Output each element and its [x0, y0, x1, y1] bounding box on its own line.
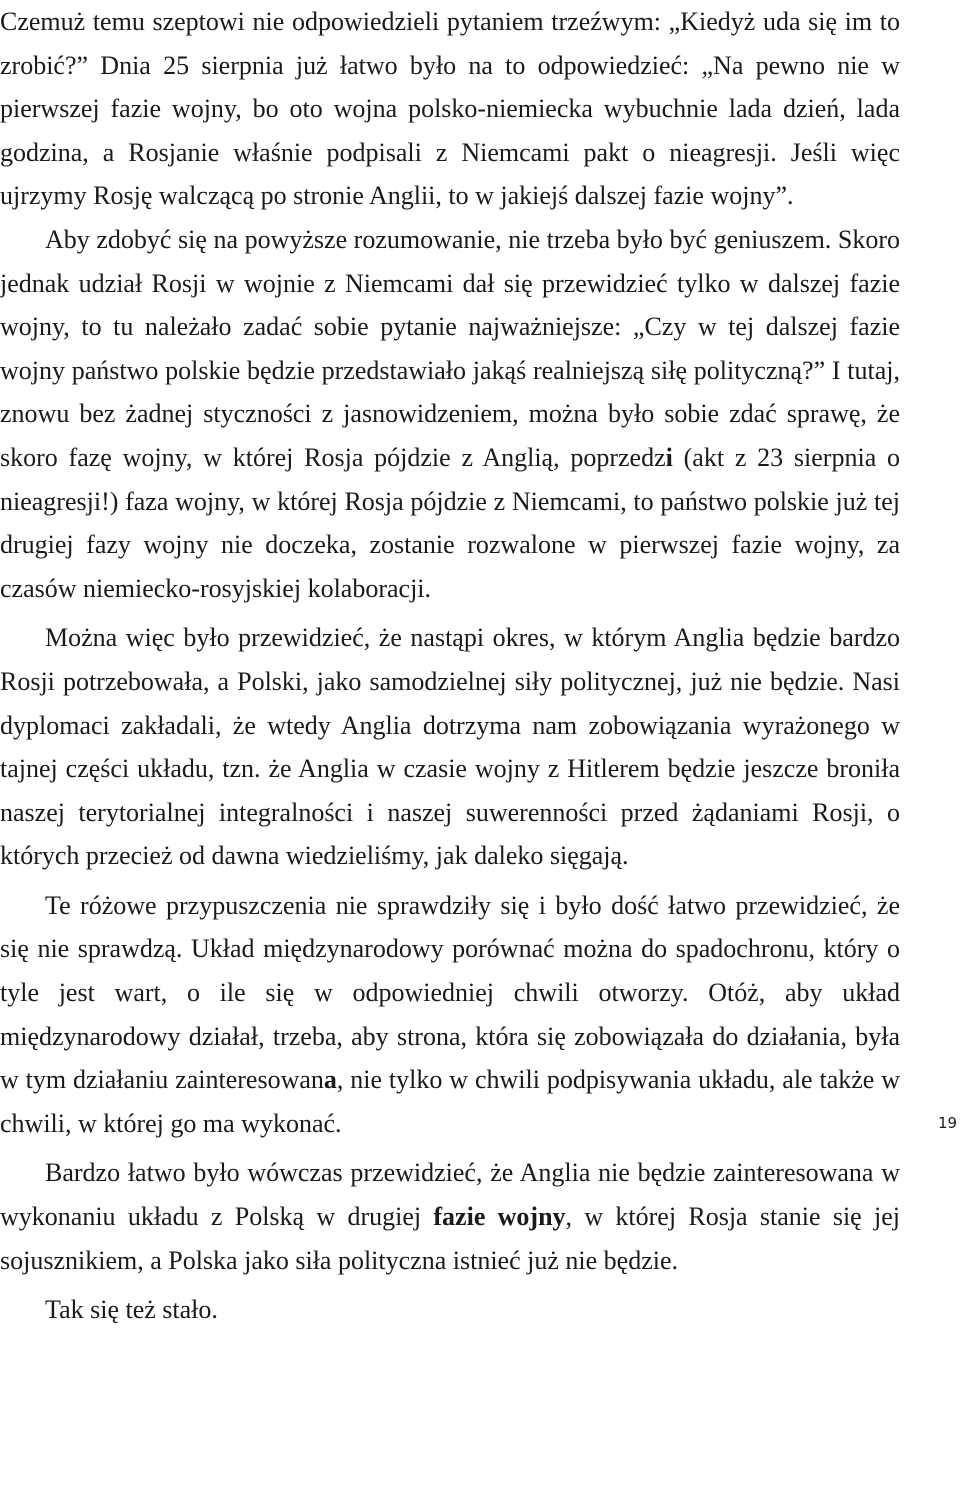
paragraph-5-text-b: , w której Rosja stanie się jej sojusznikiem, a Polska jako siła polityczna istnieć już nie będzie.	[0, 1202, 900, 1275]
paragraph-4-text-b: , nie tylko w chwili podpisywania układu, ale także w chwili, w której go ma wykonać.	[0, 1065, 900, 1138]
paragraph-1-text: Czemuż temu szeptowi nie odpowiedzieli pytaniem trzeźwym: „Kiedyż uda się im to zrobić?” Dnia 25 sierpnia już łatwo było na to odpowiedzieć: „Na pewno nie w pierwszej fazie wojny, bo oto wojna polsko-niemiecka wybuchnie lada dzień, lada godzina, a Rosjanie właśnie podpisali z Niemcami pakt o nieagresji. Jeśli więc ujrzymy Rosję walczącą po stronie Anglii, to w jakiejś dalszej fazie wojny”.	[0, 7, 900, 211]
paragraph-3-text: Można więc było przewidzieć, że nastąpi okres, w którym Anglia będzie bardzo Rosji potrzebowała, a Polski, jako samodzielnej siły politycznej, już nie będzie. Nasi dyplomaci zakładali, że wtedy Anglia dotrzyma nam zobowiązania wyrażonego w tajnej części układu, tzn. że Anglia w czasie wojny z Hitlerem będzie jeszcze broniła naszej terytorialnej integralności i naszej suwerenności przed żądaniami Rosji, o których przecież od dawna wiedzieliśmy, jak daleko sięgają.	[0, 623, 900, 871]
page-number: 19	[938, 1114, 958, 1132]
paragraph-6-text: Tak się też stało.	[45, 1295, 218, 1325]
paragraph-1	[0, 0, 900, 218]
paragraph-3	[0, 616, 900, 878]
paragraph-6	[0, 1288, 900, 1332]
paragraph-2-text-b: (akt z 23 sierpnia o nieagresji!) faza wojny, w której Rosja pójdzie z Niemcami, to państwo polskie już tej drugiej fazy wojny nie doczeka, zostanie rozwalone w pierwszej fazie wojny, za czasów niemiecko-rosyjskiej kolaboracji.	[0, 442, 901, 603]
paragraph-4-text-a: Te różowe przypuszczenia nie sprawdziły się i było dość łatwo przewidzieć, że się nie sprawdzą. Układ międzynarodowy porównać można do spadochronu, który o tyle jest wart, o ile się w odpowiedniej chwili otworzy. Otóż, aby układ międzynarodowy działał, trzeba, aby strona, która się zobowiązała do działania, była w tym działaniu zainteresowan	[0, 890, 900, 1095]
paragraph-4	[0, 884, 900, 1146]
paragraph-5-text-a: Bardzo łatwo było wówczas przewidzieć, że Anglia nie będzie zainteresowana w wykonaniu układu z Polską w drugiej	[0, 1158, 900, 1232]
paragraph-2-text-a: Aby zdobyć się na powyższe rozumowanie, nie trzeba było być geniuszem. Skoro jednak udział Rosji w wojnie z Niemcami dał się przewidzieć tylko w dalszej fazie wojny, to tu należało zadać sobie pytanie najważniejsze: „Czy w tej dalszej fazie wojny państwo polskie będzie przedstawiało jakąś realniejszą siłę polityczną?” I tutaj, znowu bez żadnej styczności z jasnowidzeniem, można było sobie zdać sprawę, że skoro fazę wojny, w której Rosja pójdzie z Anglią, poprzedz	[0, 224, 900, 472]
paragraph-2	[0, 218, 900, 610]
paragraph-4-bold-letter: a	[323, 1065, 337, 1095]
paragraph-5	[0, 1151, 900, 1282]
paragraph-5-bold-phrase: fazie wojny	[433, 1202, 566, 1232]
paragraph-2-bold-letter: i	[665, 442, 673, 472]
